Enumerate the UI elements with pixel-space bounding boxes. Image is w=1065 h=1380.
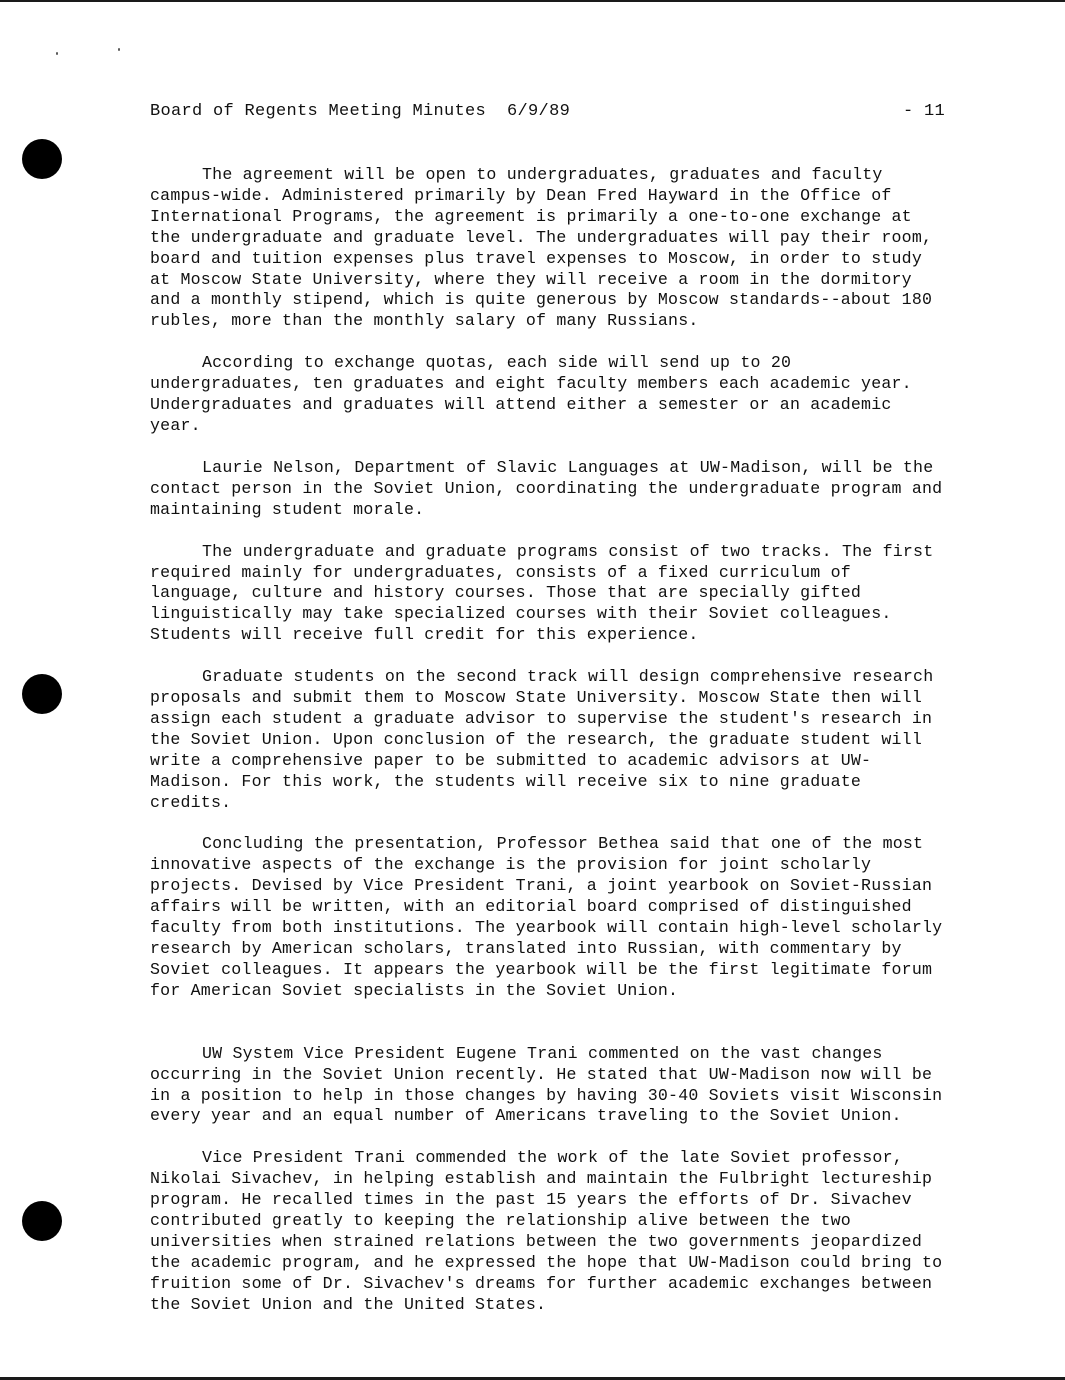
paragraph: Laurie Nelson, Department of Slavic Languages at UW-Madison, will be the contact person in the Soviet Union, coordinating the undergraduate program and maintaining student morale. [150,457,943,519]
scan-speck [118,48,120,51]
paragraph: Graduate students on the second track will design comprehensive research proposals and submit them to Moscow State University. Moscow State then will assign each student a graduate advisor to supervise the student's research in the Soviet Union. Upon conclusion of the research, the graduate student will write a comprehensive paper to be submitted to academic advisors at UW-Madison. For this work, the students will receive six to nine graduate credits. [150,667,934,812]
header-title: Board of Regents Meeting Minutes 6/9/89 [150,102,571,121]
paragraph: The agreement will be open to undergraduates, graduates and faculty campus-wide. Administered primarily by Dean Fred Hayward in the Office of International Programs, the agreement is primarily a one-to-one exchange at the undergraduate and graduate level. The undergraduates will pay their room, board and tuition expenses plus travel expenses to Moscow, in order to study at Moscow State University, where they will receive a room in the dormitory and a monthly stipend, which is quite generous by Moscow standards--about 180 rubles, more than the monthly salary of many Russians. [150,165,933,331]
paragraph: Concluding the presentation, Professor Bethea said that one of the most innovative aspects of the exchange is the provision for joint scholarly projects. Devised by Vice President Trani, a joint yearbook on Soviet-Russian affairs will be written, with an editorial board comprised of distinguished faculty from both institutions. The yearbook will contain high-level scholarly research by American scholars, translated into Russian, with commentary by Soviet colleagues. It appears the yearbook will be the first legitimate forum for American Soviet specialists in the Soviet Union. [150,834,943,1000]
page-number: - 11 [902,102,945,121]
punch-hole-middle [22,674,62,714]
punch-hole-bottom [22,1201,62,1241]
paragraph: Vice President Trani commended the work of the late Soviet professor, Nikolai Sivachev, in helping establish and maintain the Fulbright lectureship program. He recalled times in the past 15 years the efforts of Dr. Sivachev contributed greatly to keeping the relationship alive between the two universities when strained relations between the two governments jeopardized the academic program, and he expressed the hope that UW-Madison could bring to fruition some of Dr. Sivachev's dreams for further academic exchanges between the Soviet Union and the United States. [150,1148,943,1314]
paragraph: According to exchange quotas, each side will send up to 20 undergraduates, ten graduates and eight faculty members each academic year. Undergraduates and graduates will attend either a semester or an academic year. [150,353,912,435]
paragraph: UW System Vice President Eugene Trani commented on the vast changes occurring in the Soviet Union recently. He stated that UW-Madison now will be in a position to help in those changes by having 30-40 Soviets visit Wisconsin every year and an equal number of Americans traveling to the Soviet Union. [150,1043,943,1126]
punch-hole-top [22,139,62,179]
paragraph: The undergraduate and graduate programs consist of two tracks. The first required mainly for undergraduates, consists of a fixed curriculum of language, culture and history courses. Those that are specially gifted linguistically may take specialized courses with their Soviet colleagues. Students will receive full credit for this experience. [150,541,934,645]
document-body [150,165,950,1316]
top-scan-edge [0,0,1065,2]
scan-speck [56,52,58,55]
